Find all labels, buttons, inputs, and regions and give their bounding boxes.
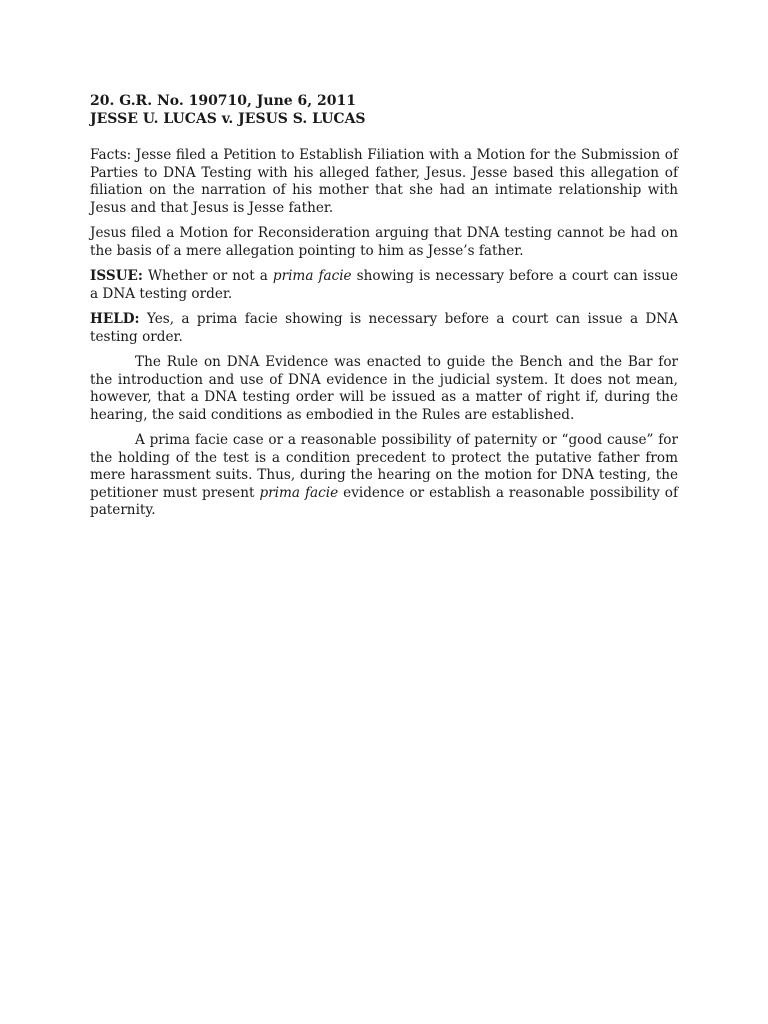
issue-label: ISSUE:	[90, 268, 143, 284]
prima-facie-text-after: evidence or establish a reasonable possibility of paternity.	[90, 484, 678, 518]
held-text: Yes, a prima facie showing is necessary before a court can issue a DNA testing order.	[90, 311, 678, 345]
prima-facie-paragraph	[90, 432, 678, 520]
held-paragraph	[90, 311, 678, 346]
prima-facie-italic-term: prima facie	[259, 484, 339, 501]
prima-facie-text-before: A prima facie case or a reasonable possibility of paternity or “good cause” for the holding of the test is a condition precedent to protect the putative father from mere harassment suits. Thus, during the hearing on the motion for DNA testing, the petitioner must present	[90, 432, 678, 501]
issue-text-before: Whether or not a	[142, 268, 273, 284]
case-title: JESSE U. LUCAS v. JESUS S. LUCAS	[90, 110, 366, 127]
held-label: HELD:	[90, 311, 140, 327]
document-content	[90, 93, 678, 528]
reconsideration-paragraph: Jesus filed a Motion for Reconsideration arguing that DNA testing cannot be had on the basis of a mere allegation pointing to him as Jesse’s father.	[90, 225, 678, 259]
rule-paragraph: The Rule on DNA Evidence was enacted to guide the Bench and the Bar for the introduction and use of DNA evidence in the judicial system. It does not mean, however, that a DNA testing order will be issued as a matter of right if, during the hearing, the said conditions as embodied in the Rules are established.	[90, 354, 678, 423]
issue-paragraph	[90, 268, 678, 303]
facts-paragraph: Facts: Jesse filed a Petition to Establish Filiation with a Motion for the Submission of Parties to DNA Testing with his alleged father, Jesus. Jesse based this allegation of filiation on the narration of his mother that she had an intimate relationship with Jesus and that Jesus is Jesse father.	[90, 147, 678, 216]
issue-text-after: showing is necessary before a court can issue a DNA testing order.	[90, 268, 679, 302]
issue-italic-term: prima facie	[272, 268, 352, 284]
case-number: 20. G.R. No. 190710, June 6, 2011	[90, 93, 356, 109]
